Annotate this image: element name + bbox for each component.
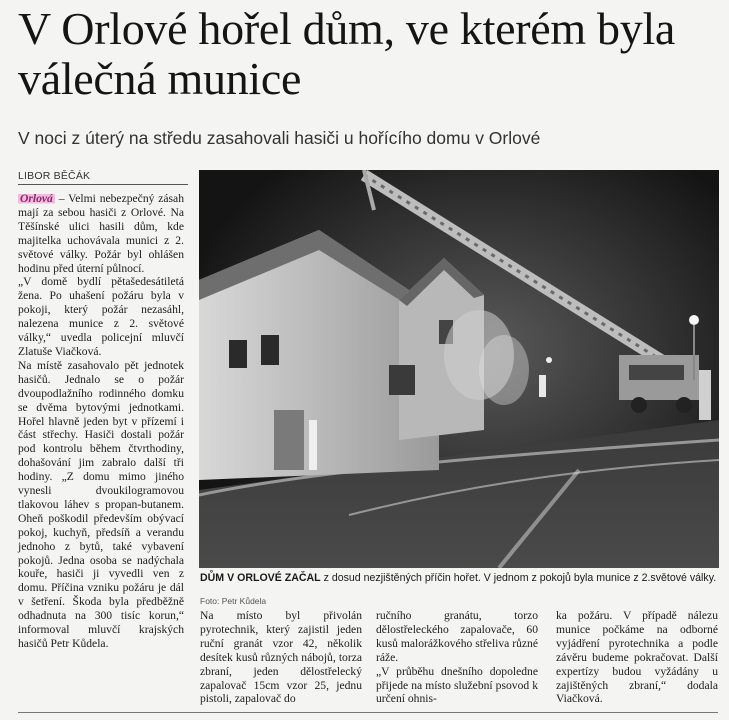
paragraph-quote-police: „V domě bydlí pětašedesátiletá žena. Po uhašení požáru byla v pokoji, který požár nezasáhl, nalezena munice z 2. světové války,“ uvedla policejní mluvčí Zlatuše Viačková.	[18, 275, 184, 358]
caption-text: z dosud nezjištěných příčin hořet. V jednom z pokojů byla munice z 2.světové války.	[320, 572, 717, 584]
article-column-3	[376, 609, 538, 706]
article-column-4	[556, 609, 718, 706]
photo-credit: Foto: Petr Kůdela	[200, 596, 267, 606]
headline: V Orlové hořel dům, ve kterém byla válečná munice	[18, 3, 676, 104]
subheadline: V noci z úterý na středu zasahovali hasiči u hořícího domu v Orlové	[18, 128, 541, 148]
paragraph-investigation: „V průběhu dnešního dopoledne přijede na místo služební psovod k určení ohnis-	[376, 664, 538, 706]
caption-lead: DŮM V ORLOVÉ ZAČAL	[200, 572, 321, 584]
paragraph-pyrotechnic: Na místo byl přivolán pyrotechnik, který zajistil jeden ruční granát vzor 42, několik desítek kusů různých nábojů, torza zbraní, jeden dělostřelecký zapalovač 15cm vzor 25, jednu pistoli, zapalovač do	[200, 609, 362, 706]
paragraph-expertise: ka požáru. V případě nálezu munice počkáme na odborné vyjádření pyrotechnika a podle závěru budeme pokračovat. Další expertízy budou vyžádány u zajištěných zbraní,“ dodala Viačková.	[556, 609, 718, 706]
paragraph-firefighters: Na místě zasahovalo pět jednotek hasičů. Jednalo se o požár dvoupodlažního rodinného domku se dvěma bytovými jednotkami. Hořel hlavně jeden byt v přízemí i část střechy. Hasiči dostali požár pod kontrolu během čtvrthodiny, dohašování jim zabralo další tři hodiny. „Z domu mimo jiného vynesli dvoukilogramovou tlakovou láhev s propan-butanem. Oheň poškodil především obývací pokoj, kuchyň, předsíň a verandu jednoho z bytů, také vybavení pokojů. Jedna osoba se nadýchala kouře, hasiči ji vyvedli ven z domu. Příčina vzniku požáru je dál v šetření. Škoda byla předběžně odhadnuta na 300 tisíc korun,“ informoval mluvčí krajských hasičů Petr Kůdela.	[18, 358, 184, 650]
lead-paragraph	[18, 192, 184, 275]
dateline-place: Orlová	[20, 192, 53, 205]
photo-caption	[200, 572, 720, 585]
fire-photo	[199, 170, 719, 568]
byline-divider	[18, 184, 188, 185]
byline: LIBOR BĚČÁK	[18, 170, 91, 182]
article-column-1	[18, 192, 184, 651]
fire-scene-illustration	[199, 170, 719, 568]
lead-text: Velmi nebezpečný zásah mají za sebou hasiči z Orlové. Na Těšínské ulici hasili dům, kde majitelka uchovávala munici z 2. světové války. Požár byl ohlášen hodinu před úterní půlnocí.	[18, 192, 185, 275]
paragraph-munitions: ručního granátu, torzo dělostřeleckého zapalovače, 60 kusů malorážkového střeliva různé ráže.	[376, 609, 538, 664]
article-column-2	[200, 609, 362, 706]
bottom-divider	[18, 712, 718, 713]
dateline-dash: –	[54, 192, 69, 205]
